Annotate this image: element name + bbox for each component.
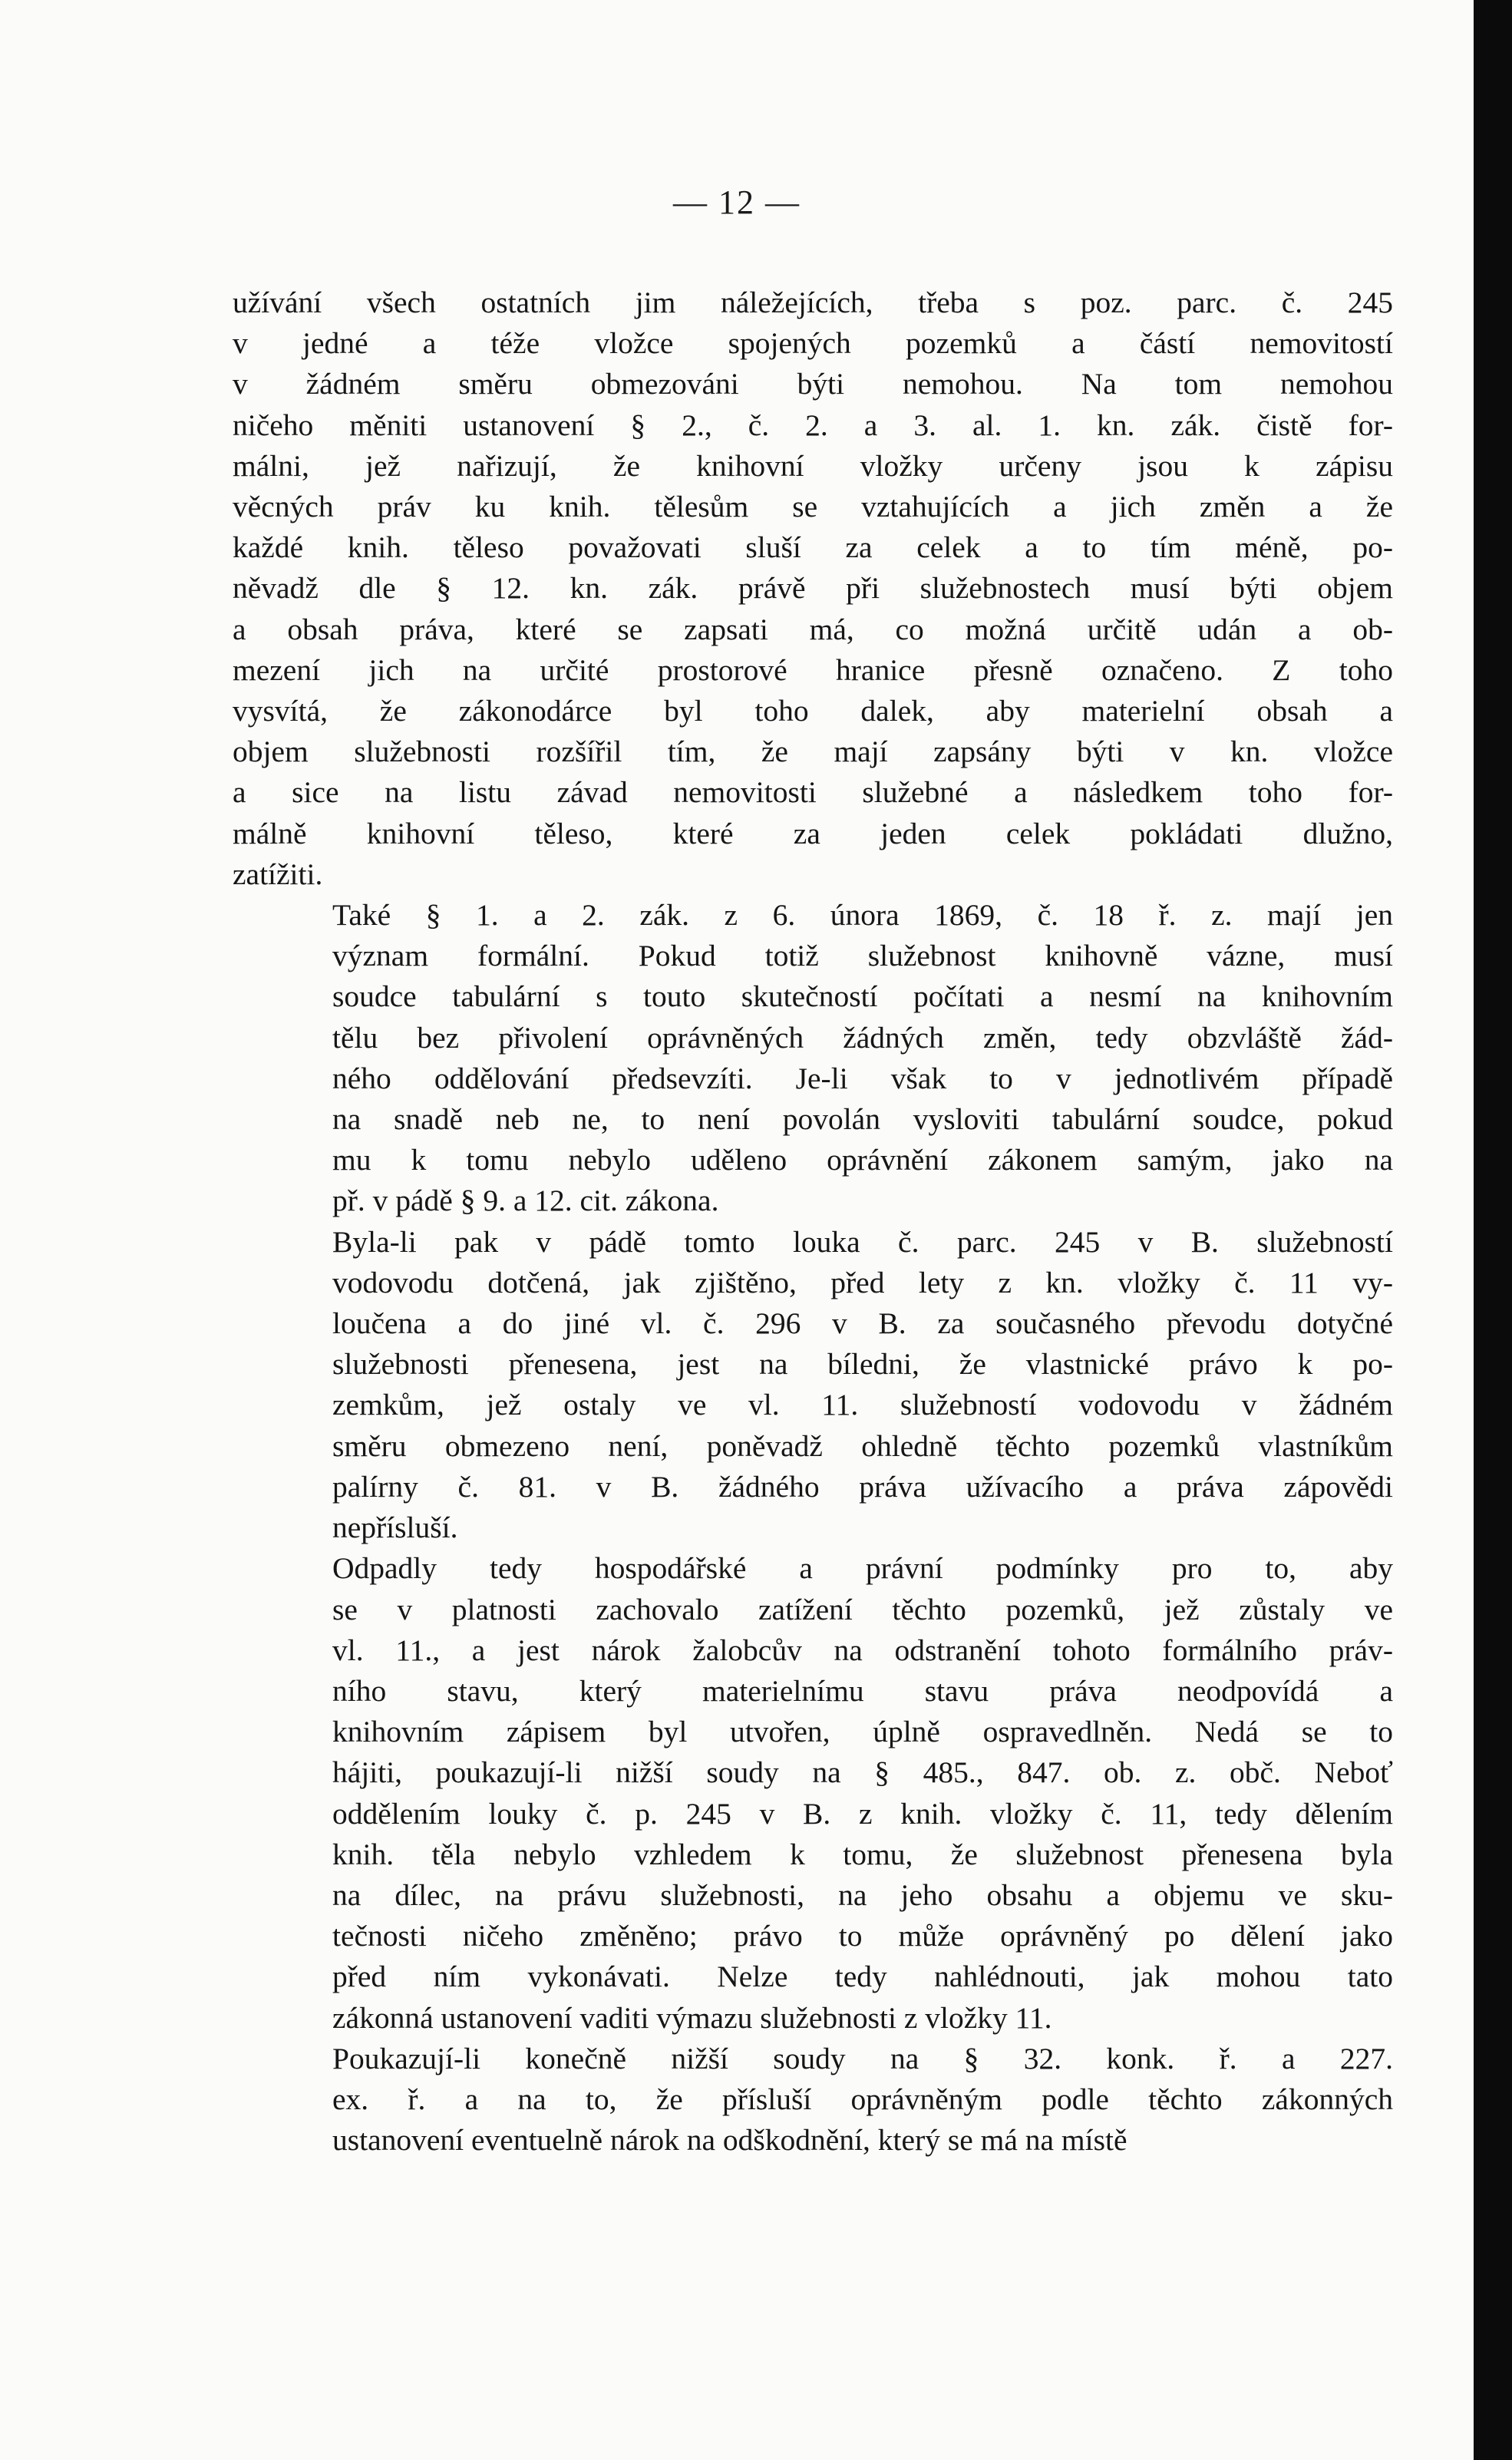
text-line: na dílec, na právu služebnosti, na jeho obsahu a objemu ve sku-: [332, 1877, 1393, 1912]
text-line: ního stavu, který materielnímu stavu práva neodpovídá a: [332, 1673, 1393, 1708]
text-line: knihovním zápisem byl utvořen, úplně ospravedlněn. Nedá se to: [332, 1715, 1393, 1749]
page-number: — 12 —: [673, 183, 801, 221]
text-line: zatížiti.: [233, 857, 323, 891]
text-line: tečnosti ničeho změněno; právo to může oprávněný po dělení jako: [332, 1919, 1393, 1953]
text-line: objem služebnosti rozšířil tím, že mají zapsány býti v kn. vložce: [233, 735, 1393, 769]
text-line: palírny č. 81. v B. žádného práva užívacího a práva zápovědi: [332, 1469, 1393, 1504]
text-line: na snadě neb ne, to není povolán vysloviti tabulární soudce, pokud: [332, 1102, 1393, 1137]
text-line: věcných práv ku knih. tělesům se vztahujících a jich změn a že: [233, 490, 1393, 524]
text-line: před ním vykonávati. Nelze tedy nahlédnouti, jak mohou tato: [332, 1960, 1393, 1994]
text-line: Poukazují-li konečně nižší soudy na § 32. konk. ř. a 227.: [332, 2041, 1393, 2075]
text-line: oddělením louky č. p. 245 v B. z knih. vložky č. 11, tedy dělením: [332, 1796, 1393, 1831]
text-line: tělu bez přivolení oprávněných žádných změn, tedy obzvláště žád-: [332, 1020, 1393, 1055]
text-line: málni, jež nařizují, že knihovní vložky určeny jsou k zápisu: [233, 448, 1393, 483]
text-line: každé knih. těleso považovati sluší za celek a to tím méně, po-: [233, 530, 1393, 565]
text-line: Byla-li pak v pádě tomto louka č. parc. 245 v B. služebností: [332, 1224, 1393, 1259]
text-line: služebnosti přenesena, jest na bíledni, že vlastnické právo k po-: [332, 1347, 1393, 1382]
text-line: zákonná ustanovení vaditi výmazu služebnosti z vložky 11.: [332, 2000, 1052, 2035]
text-line: užívání všech ostatních jim náležejících, třeba s poz. parc. č. 245: [233, 286, 1393, 319]
paragraph-2: [233, 895, 1393, 1222]
text-line: význam formální. Pokud totiž služebnost knihovně vázne, musí: [332, 939, 1393, 973]
paragraph-5: [233, 2039, 1393, 2161]
paragraph-4: [233, 1548, 1393, 2038]
text-line: směru obmezeno není, poněvadž ohledně těchto pozemků vlastníkům: [332, 1428, 1393, 1463]
text-line: vysvítá, že zákonodárce byl toho dalek, aby materielní obsah a: [233, 694, 1393, 728]
text-line: vodovodu dotčená, jak zjištěno, před lety z kn. vložky č. 11 vy-: [332, 1265, 1393, 1299]
text-line: v žádném směru obmezováni býti nemohou. Na tom nemohou: [233, 367, 1393, 401]
text-line: hájiti, poukazují-li nižší soudy na § 485., 847. ob. z. obč. Neboť: [332, 1755, 1393, 1790]
paragraph-1: [233, 282, 1393, 895]
text-line: Odpadly tedy hospodářské a právní podmínky pro to, aby: [332, 1551, 1393, 1586]
text-line: ného oddělování předsevzíti. Je-li však to v jednotlivém případě: [332, 1061, 1393, 1095]
text-line: loučena a do jiné vl. č. 296 v B. za současného převodu dotyčné: [332, 1306, 1393, 1341]
text-line: zemkům, jež ostaly ve vl. 11. služebností vodovodu v žádném: [332, 1388, 1393, 1422]
text-line: málně knihovní těleso, které za jeden celek pokládati dlužno,: [233, 816, 1393, 850]
text-line: a obsah práva, které se zapsati má, co možná určitě udán a ob-: [233, 612, 1393, 646]
text-line: vl. 11., a jest nárok žalobcův na odstranění tohoto formálního práv-: [332, 1633, 1393, 1667]
text-line: nepřísluší.: [332, 1511, 458, 1545]
paragraph-3: [233, 1222, 1393, 1549]
text-line: ex. ř. a na to, že přísluší oprávněným podle těchto zákonných: [332, 2082, 1393, 2116]
text-line: v jedné a téže vložce spojených pozemků a částí nemovitostí: [233, 326, 1393, 361]
text-line: se v platnosti zachovalo zatížení těchto pozemků, jež zůstaly ve: [332, 1592, 1393, 1626]
text-line: ničeho měniti ustanovení § 2., č. 2. a 3. al. 1. kn. zák. čistě for-: [233, 408, 1393, 442]
text-line: něvadž dle § 12. kn. zák. právě při služebnostech musí býti objem: [233, 571, 1393, 606]
text-line: knih. těla nebylo vzhledem k tomu, že služebnost přenesena byla: [332, 1837, 1393, 1871]
text-line: př. v pádě § 9. a 12. cit. zákona.: [332, 1184, 719, 1218]
scan-edge: [1474, 0, 1512, 2460]
body-text: [233, 282, 1393, 2161]
text-line: a sice na listu závad nemovitosti služebné a následkem toho for-: [233, 775, 1393, 810]
text-line: mu k tomu nebylo uděleno oprávnění zákonem samým, jako na: [332, 1143, 1393, 1177]
text-line: mezení jich na určité prostorové hranice přesně označeno. Z toho: [233, 652, 1393, 687]
text-line: soudce tabulární s touto skutečností počítati a nesmí na knihovním: [332, 979, 1393, 1014]
text-line: ustanovení eventuelně nárok na odškodnění, který se má na místě: [332, 2123, 1127, 2158]
text-line: Také § 1. a 2. zák. z 6. února 1869, č. 18 ř. z. mají jen: [332, 898, 1393, 933]
